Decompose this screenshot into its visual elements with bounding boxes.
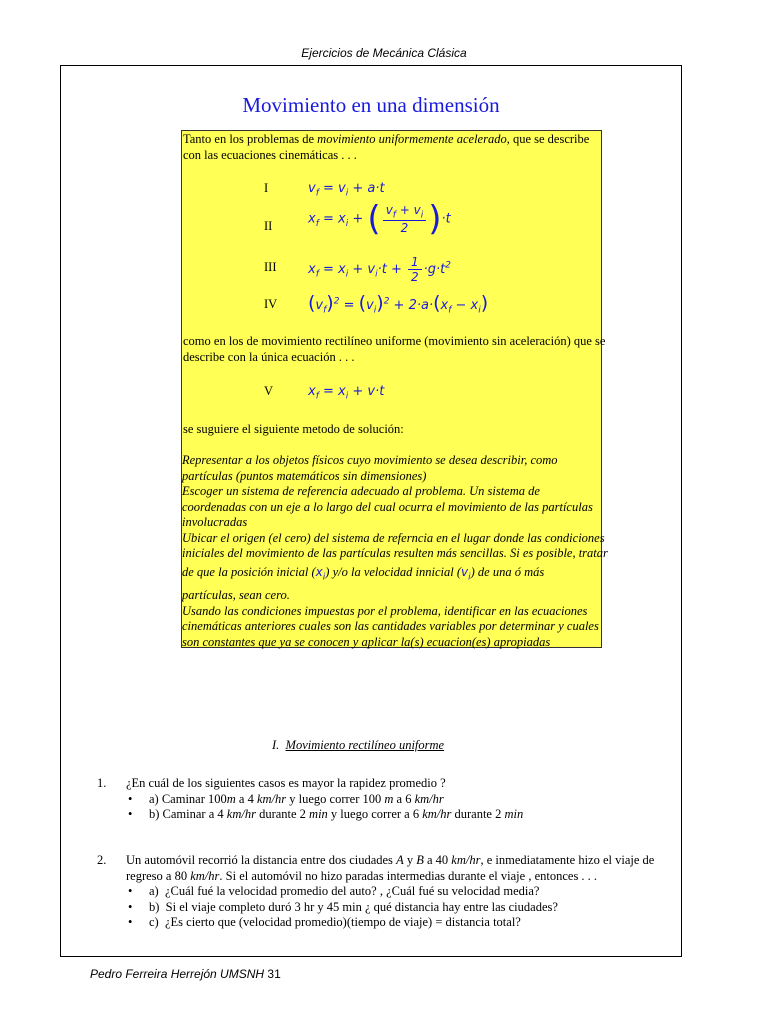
equation-label-2: II <box>264 219 273 233</box>
equation-2: $x_f = x_i$ + ( $\frac{v_f + v_i}{2}$ )·t <box>308 199 451 239</box>
problem-2-item-a: • a) ¿Cuál fué la velocidad promedio del auto? , ¿Cuál fué su velocidad media? <box>128 884 671 900</box>
problem-2: Un automóvil recorrió la distancia entre dos ciudades A y B a 40 km/hr, e inmediatamente hizo el viaje de regreso a 80 km/hr. Si el automóvil no hizo paradas intermedias durante el viaje , entonces . . . • a) ¿Cuál fué la velocidad promedio del auto? , ¿Cuál fué su velocidad media? • b) Si el viaje completo duró 3 hr y 45 min ¿ qué distancia hay entre las ciudades? • c) ¿Es cierto que (velocidad promedio)(tiempo de viaje) = distancia total? <box>126 853 671 931</box>
equation-label-5: V <box>264 384 274 398</box>
problem-1-option-a: • a) Caminar 100m a 4 km/hr y luego correr 100 m a 6 km/hr <box>128 792 666 808</box>
equation-5: $x_f = x_i + v\cdot t$ <box>308 384 385 402</box>
problem-2-item-c: • c) ¿Es cierto que (velocidad promedio)(tiempo de viaje) = distancia total? <box>128 915 671 931</box>
equation-label-3: III <box>264 260 277 274</box>
section-heading: I. Movimiento rectilíneo uniforme <box>272 738 445 752</box>
suggest-text: se suguiere el siguiente metodo de solución: <box>183 422 404 436</box>
page-footer: Pedro Ferreira Herrejón UMSNH 31 <box>90 967 281 981</box>
equation-1: $v_f = v_i + a\cdot t$ <box>308 181 385 199</box>
problem-1-number: 1. <box>97 776 107 790</box>
problem-2-number: 2. <box>97 853 107 867</box>
problem-2-item-b: • b) Si el viaje completo duró 3 hr y 45 min ¿ qué distancia hay entre las ciudades? <box>128 900 671 916</box>
intro-text: Tanto en los problemas de movimiento uniformemente acelerado, que se describe con las ecuaciones cinemáticas . . . <box>183 132 590 162</box>
equation-3: $x_f = x_i + v_i\cdot t$ + $\frac{1}{2}$ $\cdot g\cdot t^2$ <box>308 255 452 284</box>
equation-label-1: I <box>264 181 269 195</box>
problem-1-option-b: • b) Caminar a 4 km/hr durante 2 min y luego correr a 6 km/hr durante 2 min <box>128 807 666 823</box>
equation-label-4: IV <box>264 297 278 311</box>
page-title: Movimiento en una dimensión <box>242 93 500 117</box>
method-steps: Representar a los objetos físicos cuyo movimiento se desea describir, como partículas (puntos matemáticos sin dimensiones) Escoger un sistema de referencia adecuado al problema. Un sistema de coordenadas con un eje a lo largo del cual ocurra el movimiento de las partículas involucradas Ubicar el origen (el cero) del sistema de referncia en el lugar donde las condiciones iniciales del movimiento de las partículas resulten más sencillas. Si es posible, tratar de que la posición inicial $(x_i)$ y/o la velocidad innicial $(v_i)$ de una ó más partículas, sean cero. Usando las condiciones impuestas por el problema, identificar en las ecuaciones cinemáticas anteriores cuales son las cantidades variables por determinar y cuales son constantes que ya se conocen y aplicar la(s) ecuacion(es) apropiadas <box>182 453 608 649</box>
problem-1: ¿En cuál de los siguientes casos es mayor la rapidez promedio ? • a) Caminar 100m a 4 km/hr y luego correr 100 m a 6 km/hr • b) Caminar a 4 km/hr durante 2 min y luego correr a 6 km/hr durante 2 min <box>126 776 666 823</box>
middle-text: como en los de movimiento rectilíneo uniforme (movimiento sin aceleración) que se describe con la única ecuación . . . <box>183 334 606 364</box>
page-header: Ejercicios de Mecánica Clásica <box>301 46 467 60</box>
equation-4: $(v_f)^2 = (v_i)^2 + 2\cdot a\cdot(x_f - x_i)$ <box>308 292 489 316</box>
